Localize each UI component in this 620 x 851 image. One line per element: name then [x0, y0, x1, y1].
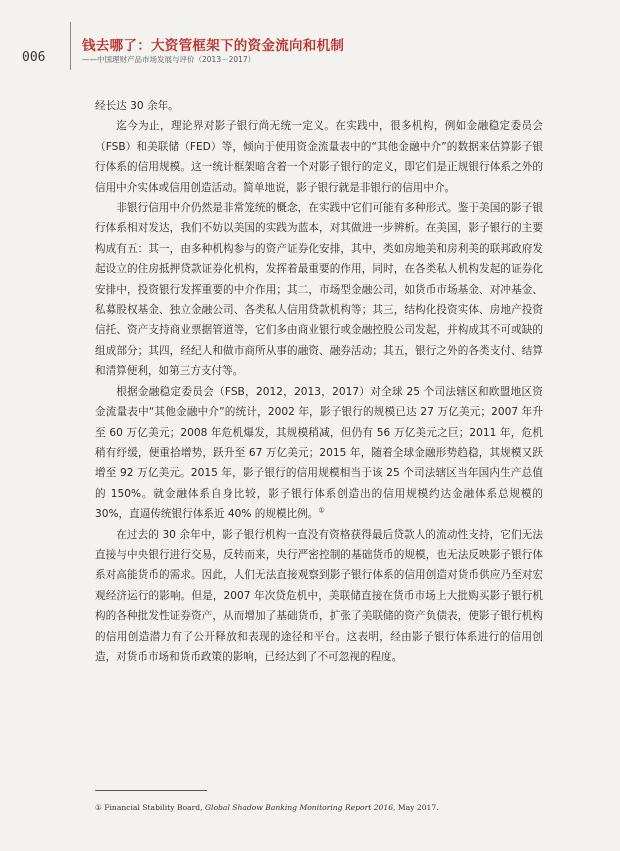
header-divider — [70, 22, 71, 70]
running-header-title: 钱去哪了：大资管框架下的资金流向和机制 — [82, 38, 345, 54]
paragraph-credit-creation: 在过去的 30 余年中，影子银行机构一直没有资格获得最后贷款人的流动性支持，它们无法直接与中央银行进行交易，反转而来，央行严密控制的基础货币的规模，也无法反映影子银行体系对高能货币的需求。因此，人们无法直接观察到影子银行体系的信用创造对货币供应乃至对宏观经济运行的影响。但是，2007 年次贷危机中，美联储直接在货币市场上大批购买影子银行机构的各种批发性证券资产，从而增加了基础货币，扩张了美联储的资产负债表，使影子银行机构的信用创造潜力有了公开释放和表现的途径和平台。这表明，经由影子银行体系进行的信用创造，对货币市场和货币政策的影响，已经达到了不可忽视的程度。 — [95, 528, 543, 663]
footnote-divider — [95, 790, 207, 791]
paragraph-fsb-text: 根据金融稳定委员会（FSB，2012，2013，2017）对全球 25 个司法辖区和欧盟地区资金流量表中“其他金融中介”的统计，2002 年，影子银行的规模已达 27 万亿美元；2007 年升至 60 万亿美元；2008 年危机爆发，其规模稍减，但仍有 56 万亿美元之巨；2011 年，危机稍有纾缓，便重拾增势，跃升至 67 万亿美元；2015 年，随着全球金融形势趋稳，其规模又跃增至 92 万亿美元。2015 年，影子银行的信用规模相当于该 25 个司法辖区当年国内生产总值的 150%。就金融体系自身比较，影子银行体系创造出的信用规模约达金融体系总规模的 30%，直逼传统银行体系近 40% 的规模比例。 — [95, 385, 543, 521]
body-text — [95, 96, 543, 667]
footnote-date: , May 2017. — [393, 803, 439, 812]
footnote-report-title: Global Shadow Banking Monitoring Report 2016 — [204, 803, 394, 812]
paragraph-definition: 迄今为止，理论界对影子银行尚无统一定义。在实践中，很多机构，例如金融稳定委员会（FSB）和美联储（FED）等，倾向于使用资金流量表中的“其他金融中介”的数据来估算影子银行体系的信用规模。这一统计框架暗含着一个对影子银行的定义，即它们是正规银行体系之外的信用中介实体或信用创造活动。简单地说，影子银行就是非银行的信用中介。 — [95, 120, 543, 194]
page-number: 006 — [22, 50, 46, 65]
paragraph-us-components: 非银行信用中介仍然是非常笼统的概念，在实践中它们可能有多种形式。鉴于美国的影子银行体系相对发达，我们不妨以美国的实践为蓝本，对其做进一步辨析。在美国，影子银行的主要构成有五：其一，由多种机构参与的资产证券化安排，其中，类如房地美和房利美的联邦政府发起设立的住房抵押贷款证券化机构，发挥着最重要的作用，同时，在各类私人机构发起的证券化安排中，投资银行发挥重要的中介作用；其二，市场型金融公司，如货币市场基金、对冲基金、私募股权基金、独立金融公司、各类私人信用贷款机构等；其三，结构化投资实体、房地产投资信托、资产支持商业票据管道等，它们多由商业银行或金融控股公司发起，并构成其不可或缺的组成部分；其四，经纪人和做市商所从事的融资、融券活动；其五，银行之外的各类支付、结算和清算便利，如第三方支付等。 — [95, 202, 543, 378]
footnote-author: Financial Stability Board, — [104, 803, 203, 812]
footnote-marker: ① — [95, 803, 102, 812]
running-header-subtitle: ——中国理财产品市场发展与评价（2013－2017） — [82, 55, 256, 64]
footnote — [95, 803, 543, 812]
paragraph-fsb-statistics — [95, 382, 543, 525]
footnote-reference[interactable]: ① — [318, 506, 325, 515]
paragraph-continuation: 经长达 30 余年。 — [95, 100, 179, 112]
